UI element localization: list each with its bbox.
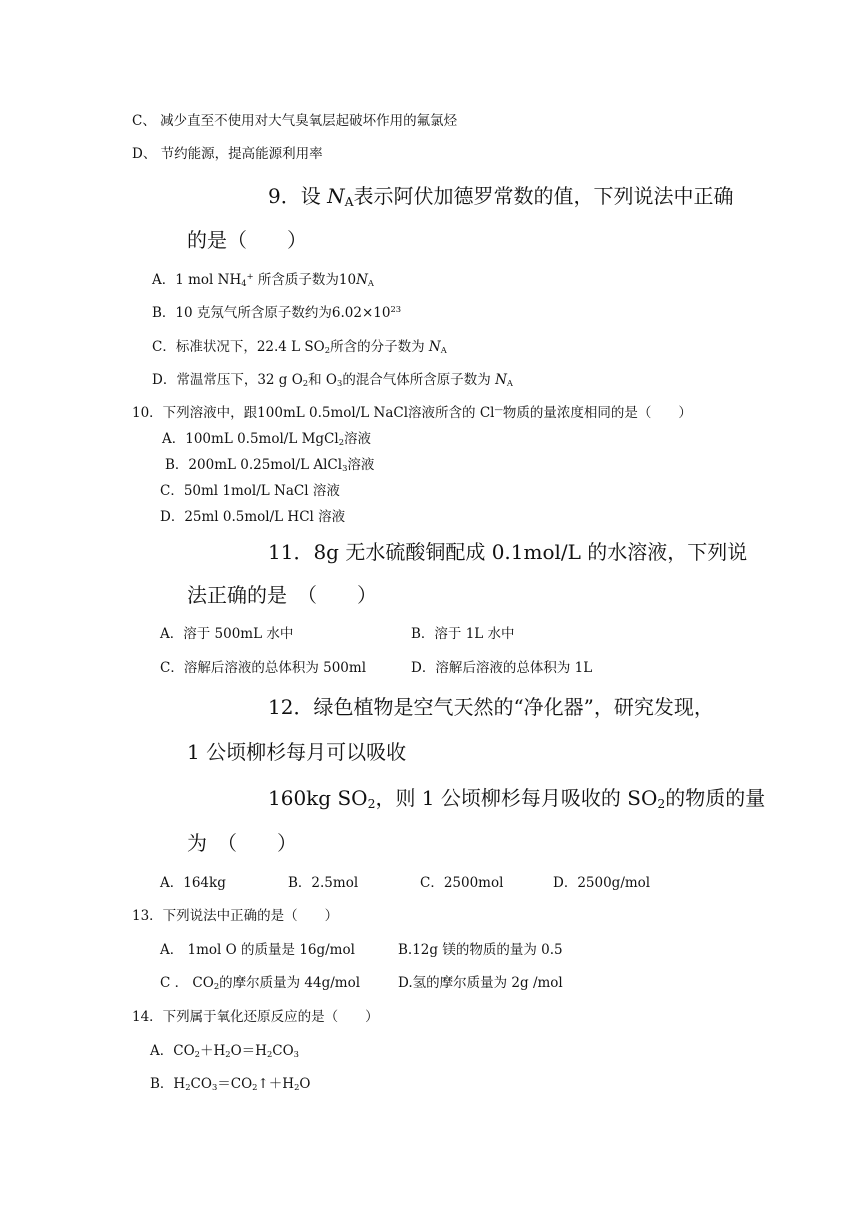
q11a-text: A．溶于 500mL 水中 [160,626,294,642]
q10-text: 10．下列溶液中，跟100mL 0.5mol/L NaCl溶液所含的 Cl [132,405,495,421]
q12-subscript: 2 [367,796,376,812]
q14a-text: O＝H [230,1043,267,1059]
q9b-superscript: 23 [390,303,402,314]
q14b-subscript: 2 [294,1082,300,1093]
option-9c [152,338,447,356]
q9a-superscript: + [246,270,254,281]
q12-subscript: 2 [657,796,666,812]
q11b-text: B．溶于 1L 水中 [411,626,515,642]
option-12b [288,874,358,892]
option-11b [411,625,515,643]
q13-text: 13．下列说法中正确的是（ ） [132,908,339,924]
q9a-subscript: 4 [241,278,247,289]
q12-title-part: 为 （ ） [187,831,297,855]
option-12a [160,874,226,892]
q11-title-part: 11．8g 无水硫酸铜配成 0.1mol/L 的水溶液，下列说 [268,540,748,564]
option-13d [398,974,563,992]
q14a-text: A．CO [150,1043,195,1059]
question-10-title [132,404,692,422]
q10-text: 物质的量浓度相同的是（ ） [502,405,692,421]
q9c-text: C．标准状况下，22.4 L SO [152,339,325,355]
q12a-text: A．164kg [160,875,226,891]
option-8d [132,145,323,163]
q13c-text: C ． CO [160,975,214,991]
q14b-subscript: 3 [211,1082,218,1093]
q11-title-part: 法正确的是 （ ） [187,583,377,607]
question-12-title-line1 [268,694,714,720]
q9a-na-symbol: N [356,272,368,288]
q12-title-part: 1 公顷柳杉每月可以吸收 [187,740,407,764]
option-9a [152,271,374,289]
option-11d [411,659,592,677]
option-13a [160,941,355,959]
option-12c [420,874,503,892]
q12b-text: B．2.5mol [288,875,359,891]
q13b-text: B.12g 镁的物质的量为 0.5 [398,942,563,958]
q9a-text: 所含质子数为10 [253,272,357,288]
q10a-subscript: 2 [338,437,345,448]
option-11c [160,659,366,677]
q13c-subscript: 2 [213,981,220,992]
option-8d-text: D、 节约能源，提高能源利用率 [132,146,323,162]
q12c-text: C．2500mol [420,875,504,891]
q14a-text: ＋H [199,1043,226,1059]
q10d-text: D．25ml 0.5mol/L HCl 溶液 [160,509,346,525]
q9d-text: 和 O [308,372,337,388]
q14b-text: B．H [150,1076,186,1092]
q14b-text: O [299,1076,311,1092]
q11d-text: D．溶解后溶液的总体积为 1L [411,660,593,676]
question-14-title [132,1008,379,1026]
q9d-na-subscript: A [506,378,513,389]
question-12-title-line4 [187,830,297,856]
q13a-text: A． 1mol O 的质量是 16g/mol [160,942,355,958]
q14a-subscript: 2 [266,1049,273,1060]
question-9-title-line2 [187,227,307,253]
option-9d [152,371,513,389]
question-13-title [132,907,338,925]
q9d-subscript: 3 [336,378,343,389]
option-10b [165,456,374,474]
q12-title-part: 的物质的量 [665,786,766,810]
option-9b [152,304,401,322]
q9d-subscript: 2 [302,378,309,389]
option-10d [160,508,345,526]
option-12d [553,874,650,892]
q9-title-part: 表示阿伏加德罗常数的值，下列说法中正确 [353,184,734,208]
option-13c [160,974,360,992]
option-11a [160,625,293,643]
q14b-subscript: 2 [185,1082,191,1093]
q13d-text: D.氢的摩尔质量为 2g /mol [398,975,563,991]
option-14a [150,1042,299,1060]
option-10a [162,430,371,448]
option-14b [150,1075,311,1093]
q11c-text: C．溶解后溶液的总体积为 500ml [160,660,367,676]
q9d-na-symbol: N [495,372,507,388]
q9-title-part: 的是（ ） [187,228,307,252]
q9d-text: D．常温常压下，32 g O [152,372,303,388]
option-8c-text: C、 减少直至不使用对大气臭氧层起破坏作用的氟氯烃 [132,113,458,129]
q10b-subscript: 3 [342,463,348,474]
q9a-text: A．1 mol NH [152,272,242,288]
option-13b [398,941,563,959]
question-9-title-line1 [268,183,734,209]
q14b-text: ＝CO [217,1076,253,1092]
q9-na-symbol: N [327,184,345,208]
q9b-text: B．10 克氖气所含原子数约为6.02×10 [152,305,391,321]
q12-title-part: 160kg SO [268,786,368,810]
q12-title-part: ，则 1 公顷柳杉每月吸收的 SO [375,786,658,810]
q9c-na-subscript: A [440,345,447,356]
q10b-text: B．200mL 0.25mol/L AlCl [165,457,343,473]
q10-superscript: — [494,403,503,414]
option-8c [132,112,457,130]
q14b-subscript: 2 [252,1082,258,1093]
question-11-title-line2 [187,582,377,608]
q14a-subscript: 2 [225,1049,231,1060]
question-12-title-line3 [268,785,765,811]
q14b-text: ↑＋H [257,1076,295,1092]
q13c-text: 的摩尔质量为 44g/mol [219,975,361,991]
q12-title-part: 12．绿色植物是空气天然的“净化器”，研究发现， [268,695,714,719]
question-12-title-line2 [187,739,406,765]
q9c-text: 所含的分子数为 [330,339,429,355]
q9a-na-subscript: A [367,278,374,289]
q10b-text: 溶液 [347,457,375,473]
q14b-text: CO [190,1076,212,1092]
q14a-text: CO [272,1043,294,1059]
q10c-text: C．50ml 1mol/L NaCl 溶液 [160,483,340,499]
q9-na-subscript: A [344,194,354,210]
q10a-text: A．100mL 0.5mol/L MgCl [162,431,339,447]
q9c-subscript: 2 [324,345,331,356]
option-10c [160,482,340,500]
q14-text: 14．下列属于氧化还原反应的是（ ） [132,1009,379,1025]
q9c-na-symbol: N [428,339,441,355]
q9d-text: 的混合气体所含原子数为 [342,372,496,388]
q10a-text: 溶液 [344,431,372,447]
q14a-subscript: 3 [293,1049,299,1060]
q12d-text: D．2500g/mol [553,875,651,891]
q9-title-part: 9．设 [268,184,328,208]
question-11-title-line1 [268,539,747,565]
q14a-subscript: 2 [194,1049,200,1060]
